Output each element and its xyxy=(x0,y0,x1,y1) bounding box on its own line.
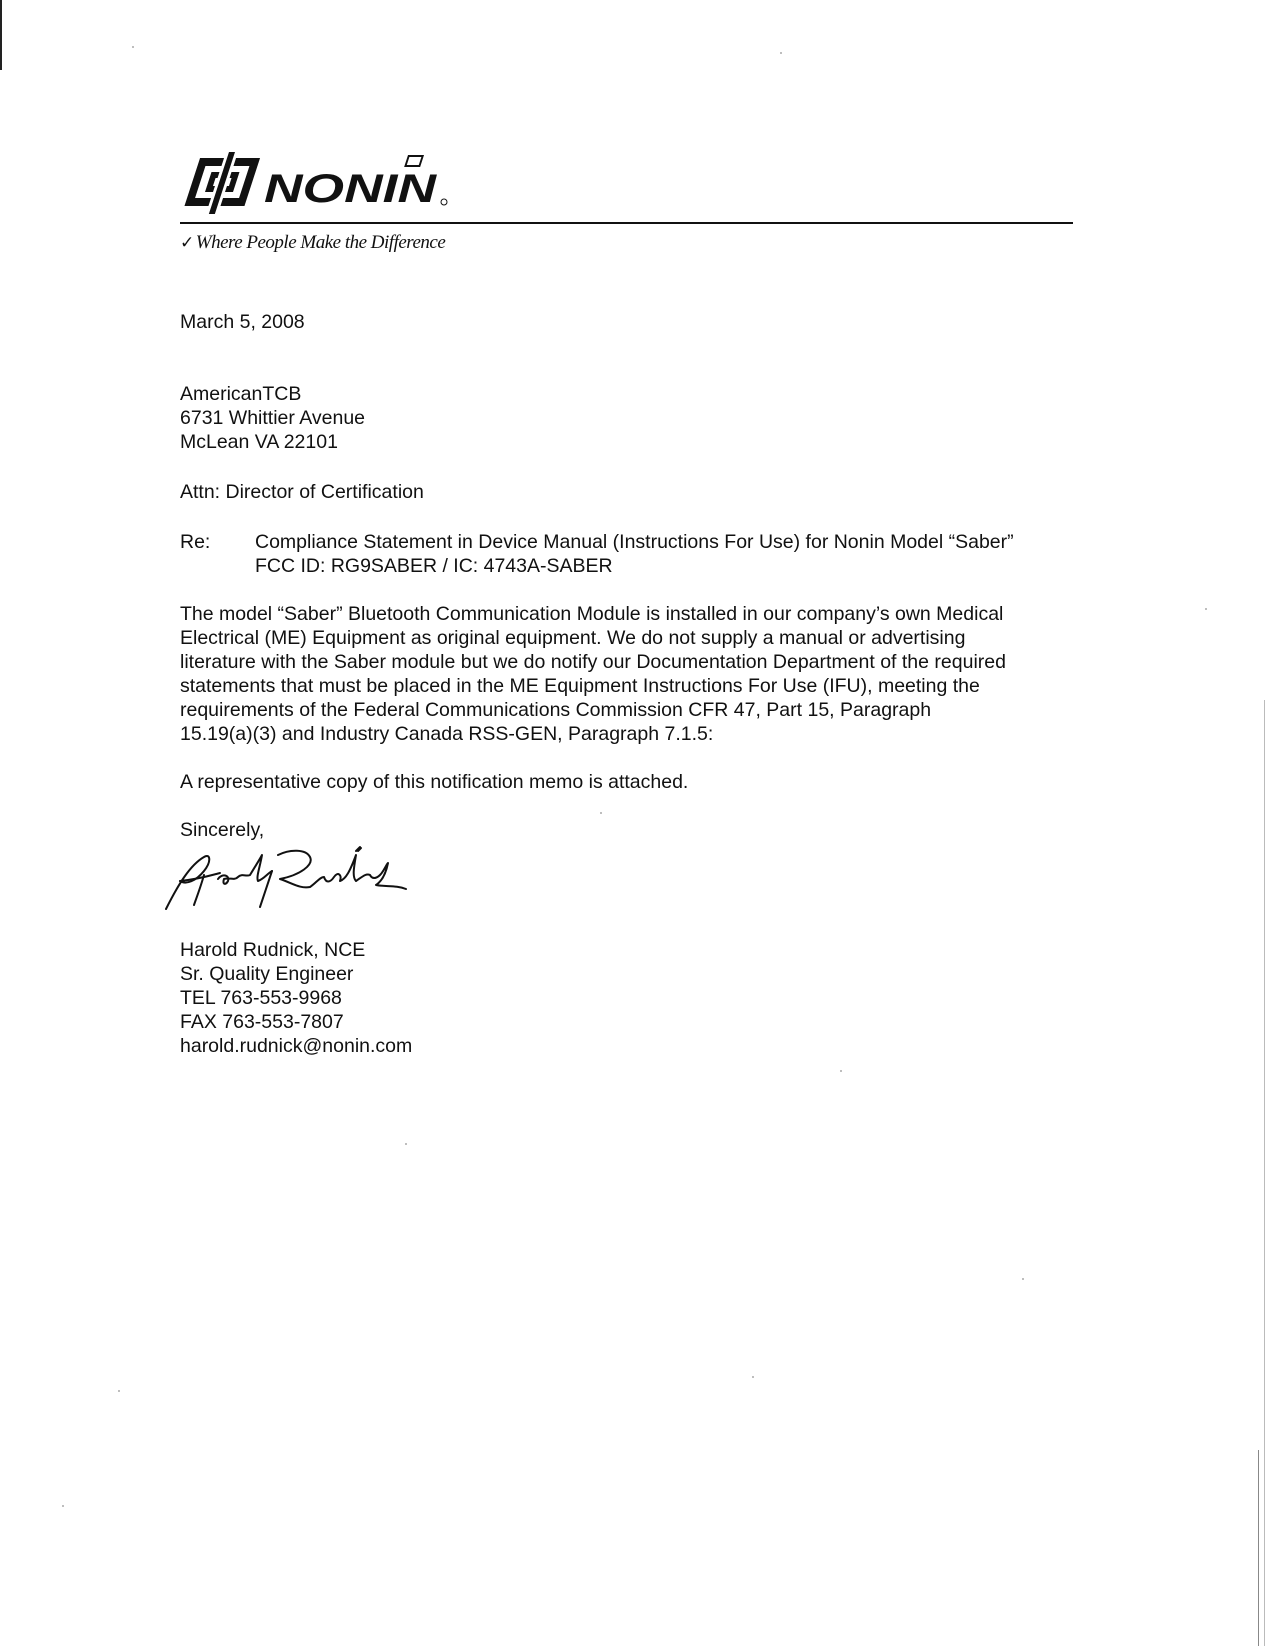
attention-line: Attn: Director of Certification xyxy=(180,481,424,503)
scan-edge xyxy=(0,0,2,70)
attached-note: A representative copy of this notification memo is attached. xyxy=(180,771,689,793)
body-line: literature with the Saber module but we do notify our Documentation Department of the required xyxy=(180,651,1006,673)
scan-speck xyxy=(1022,1278,1024,1280)
signer-fax: FAX 763-553-7807 xyxy=(180,1011,344,1033)
body-paragraph xyxy=(180,602,1006,746)
signature-icon xyxy=(160,845,410,915)
scan-speck xyxy=(752,1376,754,1378)
signer-email: harold.rudnick@nonin.com xyxy=(180,1035,413,1057)
recipient-address xyxy=(180,382,365,454)
scan-edge xyxy=(1264,700,1265,1646)
letterhead-rule xyxy=(180,222,1073,224)
address-line: McLean VA 22101 xyxy=(180,431,338,453)
nonin-logo xyxy=(180,152,470,214)
body-line: Electrical (ME) Equipment as original equipment. We do not supply a manual or advertising xyxy=(180,627,966,649)
scan-speck xyxy=(780,52,782,54)
nonin-logo-icon xyxy=(180,152,470,214)
subject-line: Compliance Statement in Device Manual (Instructions For Use) for Nonin Model “Saber” xyxy=(255,531,1014,553)
scan-speck xyxy=(62,1505,64,1507)
body-line: The model “Saber” Bluetooth Communication Module is installed in our company’s own Medical xyxy=(180,603,1004,625)
logo-wordmark: NONIN xyxy=(264,167,438,211)
closing: Sincerely, xyxy=(180,819,265,841)
tagline-text: Where People Make the Difference xyxy=(195,232,446,253)
checkmark-icon: ✓ xyxy=(180,233,194,252)
handwritten-signature xyxy=(160,845,410,915)
scan-edge xyxy=(1258,1450,1259,1646)
signer-block xyxy=(180,938,412,1058)
body-line: requirements of the Federal Communications Commission CFR 47, Part 15, Paragraph xyxy=(180,699,932,721)
scan-speck xyxy=(405,1143,407,1145)
signer-phone: TEL 763-553-9968 xyxy=(180,987,342,1009)
address-line: 6731 Whittier Avenue xyxy=(180,407,366,429)
scan-speck xyxy=(1205,608,1207,610)
body-line: statements that must be placed in the ME Equipment Instructions For Use (IFU), meeting the xyxy=(180,675,980,697)
body-line: 15.19(a)(3) and Industry Canada RSS-GEN, Paragraph 7.1.5: xyxy=(180,723,714,745)
signer-name: Harold Rudnick, NCE xyxy=(180,939,366,961)
subject-line: FCC ID: RG9SABER / IC: 4743A-SABER xyxy=(255,555,613,577)
signer-title: Sr. Quality Engineer xyxy=(180,963,354,985)
scan-speck xyxy=(840,1070,842,1072)
tagline xyxy=(180,232,445,254)
subject-label: Re: xyxy=(180,531,211,553)
address-line: AmericanTCB xyxy=(180,383,302,405)
scan-speck xyxy=(118,1390,120,1392)
subject-lines xyxy=(255,530,1014,578)
scan-speck xyxy=(132,46,134,48)
scan-speck xyxy=(600,812,602,814)
letter-date: March 5, 2008 xyxy=(180,311,305,333)
